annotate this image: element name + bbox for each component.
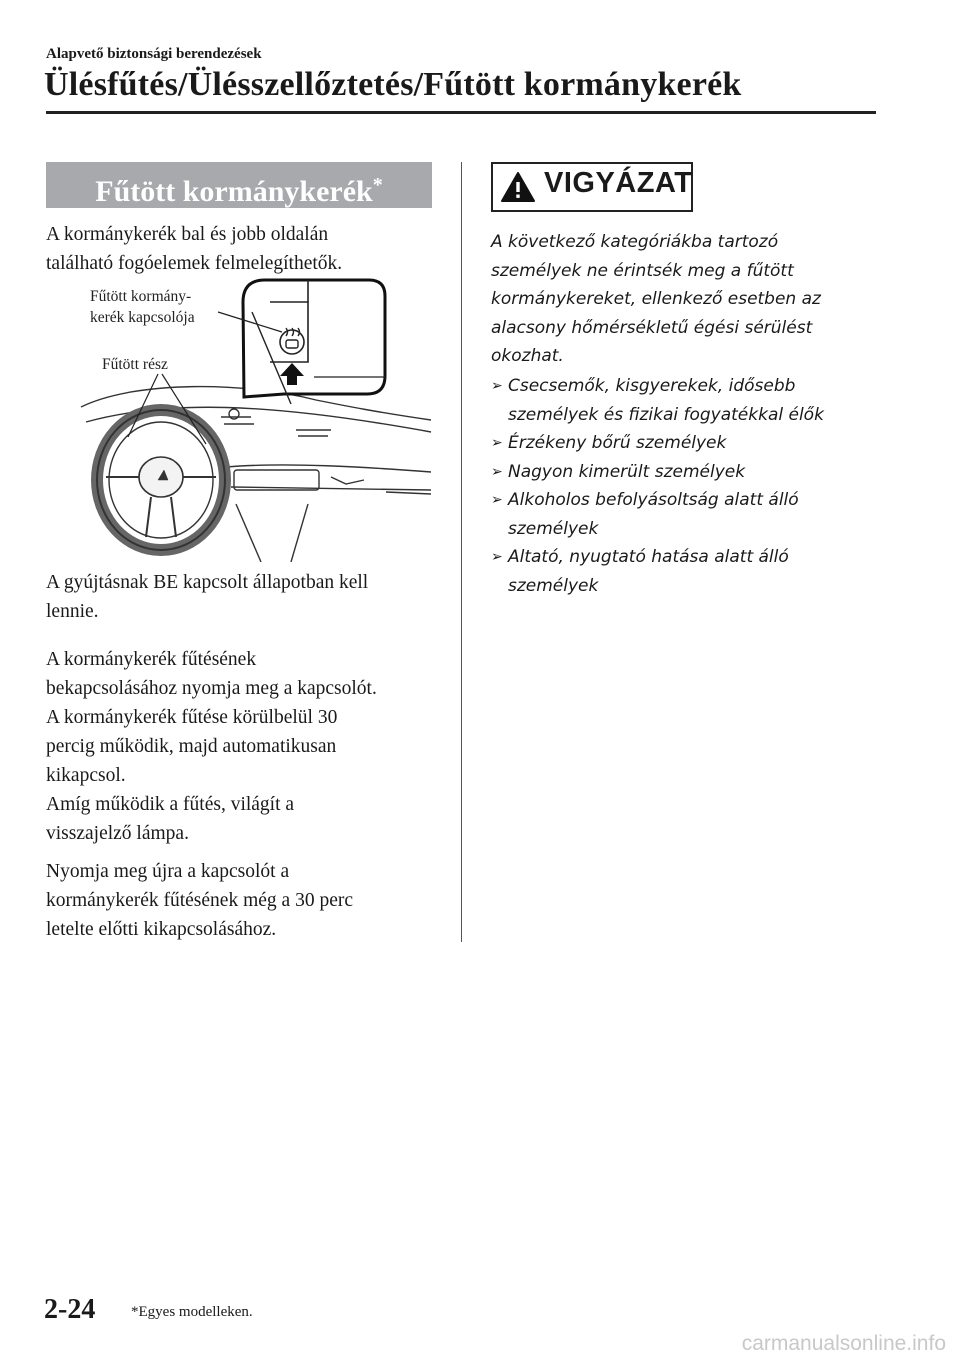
arrow-bullet-icon: ➢ xyxy=(491,435,503,451)
switch-callout-label xyxy=(90,286,195,328)
text-line: A kormánykerék bal és jobb oldalán xyxy=(46,224,329,245)
arrow-bullet-icon: ➢ xyxy=(491,463,503,480)
text-line: Amíg működik a fűtés, világít a xyxy=(46,794,295,815)
text-line: személyek és fizikai fogyatékkal élők xyxy=(508,404,824,425)
text-line: lennie. xyxy=(46,601,99,622)
arrow-bullet-icon: ➢ xyxy=(491,492,503,508)
ignition-paragraph xyxy=(46,568,368,626)
arrow-bullet-icon: ➢ xyxy=(491,549,503,565)
steering-wheel-figure xyxy=(46,272,438,562)
footnote-mark: * xyxy=(372,174,383,196)
text-line: található fogóelemek felmelegíthetők. xyxy=(46,253,343,274)
footnote: *Egyes modelleken. xyxy=(131,1304,253,1320)
text-line: kormánykerék fűtésének még a 30 perc xyxy=(46,890,353,911)
callout-line: kerék kapcsolója xyxy=(90,309,195,326)
text-line: személyek ne érintsék meg a fűtött xyxy=(491,260,794,281)
watermark: carmanualsonline.info xyxy=(741,1332,946,1355)
text-line: kormánykereket, ellenkező esetben az xyxy=(491,289,821,309)
text-line: Altató, nyugtató hatása alatt álló xyxy=(508,547,789,567)
text-line: letelte előtti kikapcsolásához. xyxy=(46,919,277,940)
text-line: okozhat. xyxy=(491,346,564,366)
operation-paragraph xyxy=(46,645,377,848)
heated-part-callout-label: Fűtött rész xyxy=(102,356,168,373)
list-item xyxy=(491,372,824,429)
text-line: percig működik, majd automatikusan xyxy=(46,736,337,757)
text-line: bekapcsolásához nyomja meg a kapcsolót. xyxy=(46,678,377,699)
arrow-bullet-icon: ➢ xyxy=(491,378,503,394)
text-line: személyek xyxy=(508,575,599,596)
text-line: alacsony hőmérsékletű égési sérülést xyxy=(491,317,813,338)
text-line: személyek xyxy=(508,518,599,539)
title-rule xyxy=(46,111,876,114)
intro-paragraph xyxy=(46,220,342,278)
text-line: A kormánykerék fűtésének xyxy=(46,649,257,670)
callout-line: Fűtött kormány- xyxy=(90,288,192,305)
text-line: kikapcsol. xyxy=(46,765,126,786)
text-line: Alkoholos befolyásoltság alatt álló xyxy=(508,490,799,510)
text-line: visszajelző lámpa. xyxy=(46,823,189,844)
column-divider xyxy=(461,162,462,942)
page-number: 2-24 xyxy=(44,1294,96,1325)
switch-off-paragraph xyxy=(46,857,353,944)
caution-label: VIGYÁZAT xyxy=(544,167,693,199)
warning-triangle-icon xyxy=(500,171,536,203)
text-line: Nyomja meg újra a kapcsolót a xyxy=(46,861,290,882)
list-item xyxy=(491,458,824,487)
section-heading-text: Fűtött kormánykerék xyxy=(95,175,373,208)
text-line: A kormánykerék fűtése körülbelül 30 xyxy=(46,707,338,728)
text-line: Csecsemők, kisgyerekek, idősebb xyxy=(508,376,796,396)
section-label: Alapvető biztonsági berendezések xyxy=(46,46,262,62)
text-line: A gyújtásnak BE kapcsolt állapotban kell xyxy=(46,572,369,593)
list-item xyxy=(491,486,824,543)
chapter-title: Ülésfűtés/Ülésszellőztetés/Fűtött kormánykerék xyxy=(44,66,742,103)
text-line: A következő kategóriákba tartozó xyxy=(491,232,779,252)
list-item xyxy=(491,543,824,600)
text-line: Nagyon kimerült személyek xyxy=(508,461,746,482)
caution-text xyxy=(491,228,821,371)
section-heading xyxy=(46,162,432,208)
caution-bullet-list xyxy=(491,372,824,600)
list-item xyxy=(491,429,824,458)
text-line: Érzékeny bőrű személyek xyxy=(508,433,727,453)
